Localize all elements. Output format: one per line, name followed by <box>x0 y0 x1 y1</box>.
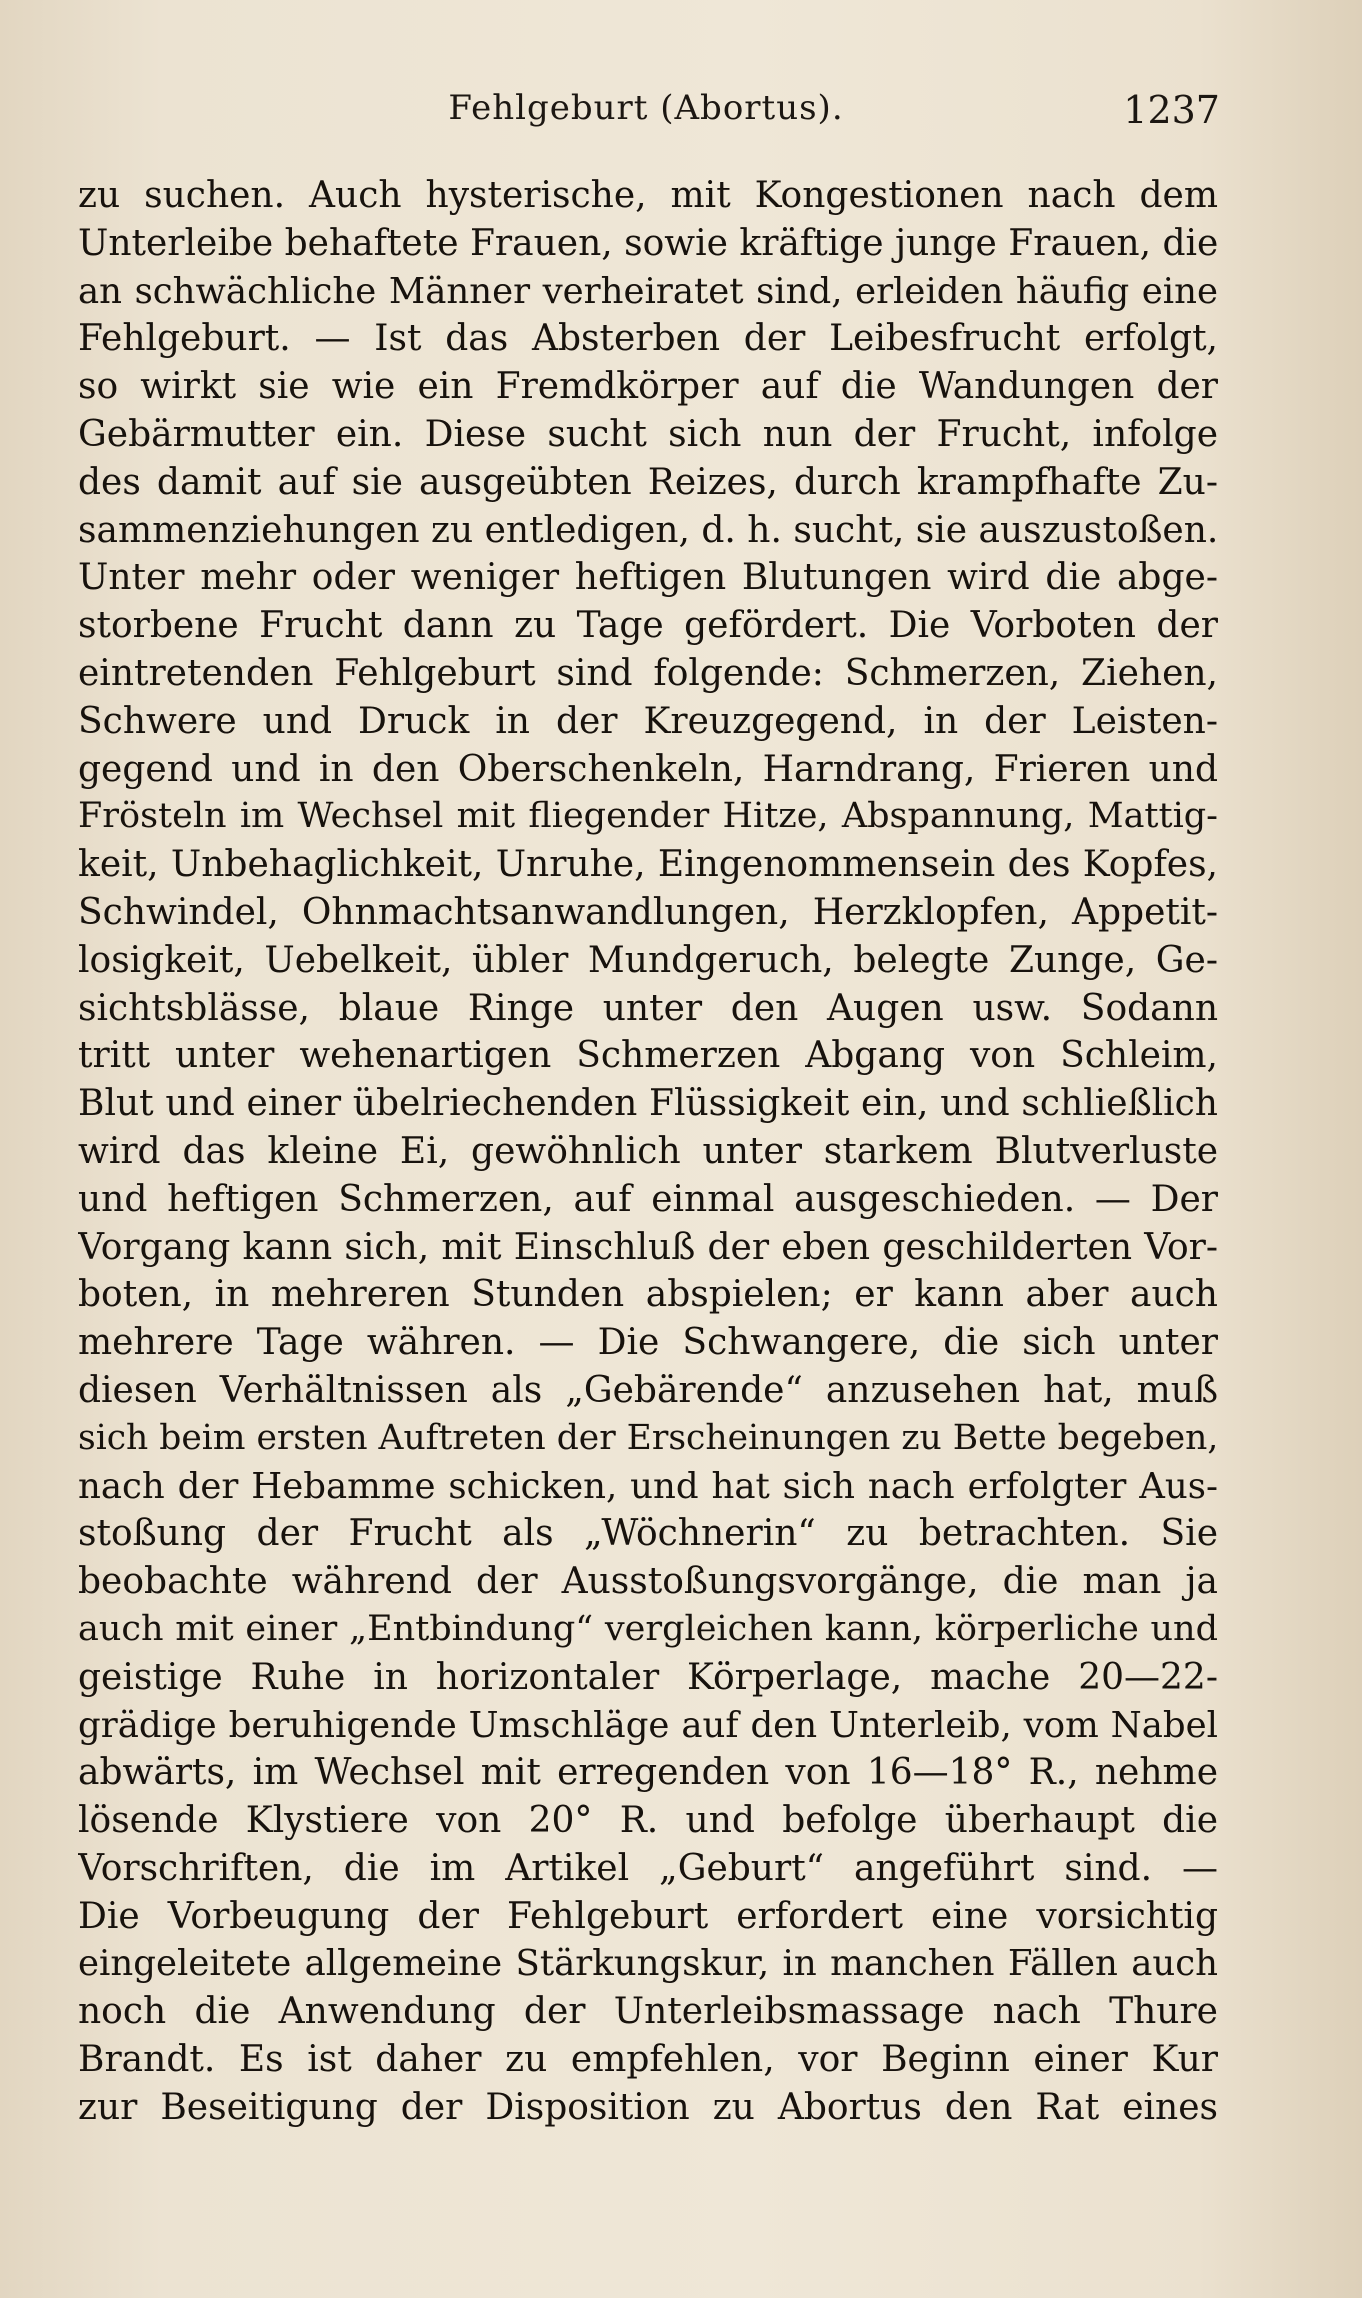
text-line: losigkeit, Uebelkeit, übler Mundgeruch, belegte Zunge, Ge- <box>78 939 1218 981</box>
page-header <box>72 88 1220 148</box>
text-line: beobachte während der Ausstoßungsvorgänge, die man ja <box>78 1561 1218 1603</box>
text-line: diesen Verhältnissen als „Gebärende“ anzusehen hat, muß <box>78 1369 1218 1411</box>
text-line: eingeleitete allgemeine Stärkungskur, in manchen Fällen auch <box>78 1943 1218 1985</box>
text-line: Gebärmutter ein. Diese sucht sich nun der Frucht, infolge <box>78 413 1218 455</box>
text-line: Vorschriften, die im Artikel „Geburt“ angeführt sind. — <box>78 1847 1218 1889</box>
text-line: auch mit einer „Entbindung“ vergleichen kann, körperliche und <box>78 1608 1218 1649</box>
text-line: des damit auf sie ausgeübten Reizes, durch krampfhafte Zu- <box>78 461 1218 503</box>
text-line: mehrere Tage währen. — Die Schwangere, die sich unter <box>78 1322 1218 1364</box>
text-line: tritt unter wehenartigen Schmerzen Abgang von Schleim, <box>78 1035 1218 1077</box>
text-line: Fehlgeburt. — Ist das Absterben der Leibesfrucht erfolgt, <box>78 318 1218 360</box>
text-line: Frösteln im Wechsel mit fliegender Hitze, Abspannung, Mattig- <box>78 796 1218 837</box>
text-line: sichtsblässe, blaue Ringe unter den Augen usw. Sodann <box>78 987 1218 1029</box>
text-line: zur Beseitigung der Disposition zu Abortus den Rat eines <box>78 2086 1218 2128</box>
text-line: lösende Klystiere von 20° R. und befolge überhaupt die <box>78 1800 1218 1842</box>
text-line: und heftigen Schmerzen, auf einmal ausgeschieden. — Der <box>78 1178 1218 1220</box>
text-line: Schwere und Druck in der Kreuzgegend, in der Leisten- <box>78 700 1218 742</box>
text-line: nach der Hebamme schicken, und hat sich nach erfolgter Aus- <box>78 1465 1218 1507</box>
text-line: wird das kleine Ei, gewöhnlich unter starkem Blutverluste <box>78 1130 1218 1172</box>
text-line: grädige beruhigende Umschläge auf den Unterleib, vom Nabel <box>78 1704 1218 1746</box>
text-line: Schwindel, Ohnmachtsanwandlungen, Herzklopfen, Appetit- <box>78 891 1218 933</box>
text-line: storbene Frucht dann zu Tage gefördert. Die Vorboten der <box>78 605 1218 647</box>
text-line: Die Vorbeugung der Fehlgeburt erfordert eine vorsichtig <box>78 1895 1218 1937</box>
page-number: 1237 <box>1123 88 1220 132</box>
text-line: Unterleibe behaftete Frauen, sowie kräftige junge Frauen, die <box>78 222 1218 264</box>
text-line: an schwächliche Männer verheiratet sind, erleiden häufig eine <box>78 270 1218 312</box>
text-line: keit, Unbehaglichkeit, Unruhe, Eingenommensein des Kopfes, <box>78 844 1218 886</box>
text-line: Unter mehr oder weniger heftigen Blutungen wird die abge- <box>78 557 1218 599</box>
text-line: Blut und einer übelriechenden Flüssigkeit ein, und schließlich <box>78 1083 1218 1125</box>
text-line: Vorgang kann sich, mit Einschluß der eben geschilderten Vor- <box>78 1226 1218 1268</box>
text-line: stoßung der Frucht als „Wöchnerin“ zu betrachten. Sie <box>78 1513 1218 1555</box>
text-line: sich beim ersten Auftreten der Erscheinungen zu Bette begeben, <box>78 1417 1218 1458</box>
body-text <box>78 172 1218 2132</box>
text-line: boten, in mehreren Stunden abspielen; er kann aber auch <box>78 1274 1218 1316</box>
running-title: Fehlgeburt (Abortus). <box>448 88 844 128</box>
text-line: zu suchen. Auch hysterische, mit Kongestionen nach dem <box>78 175 1218 216</box>
text-line: gegend und in den Oberschenkeln, Harndrang, Frieren und <box>78 748 1218 790</box>
text-line: abwärts, im Wechsel mit erregenden von 16—18° R., nehme <box>78 1752 1218 1794</box>
text-line: sammenziehungen zu entledigen, d. h. sucht, sie auszustoßen. <box>78 509 1218 551</box>
text-line: Brandt. Es ist daher zu empfehlen, vor Beginn einer Kur <box>78 2039 1218 2081</box>
text-line: so wirkt sie wie ein Fremdkörper auf die Wandungen der <box>78 366 1218 408</box>
text-line: noch die Anwendung der Unterleibsmassage nach Thure <box>78 1991 1218 2033</box>
text-line: eintretenden Fehlgeburt sind folgende: Schmerzen, Ziehen, <box>78 652 1218 694</box>
text-line: geistige Ruhe in horizontaler Körperlage, mache 20—22- <box>78 1656 1218 1698</box>
